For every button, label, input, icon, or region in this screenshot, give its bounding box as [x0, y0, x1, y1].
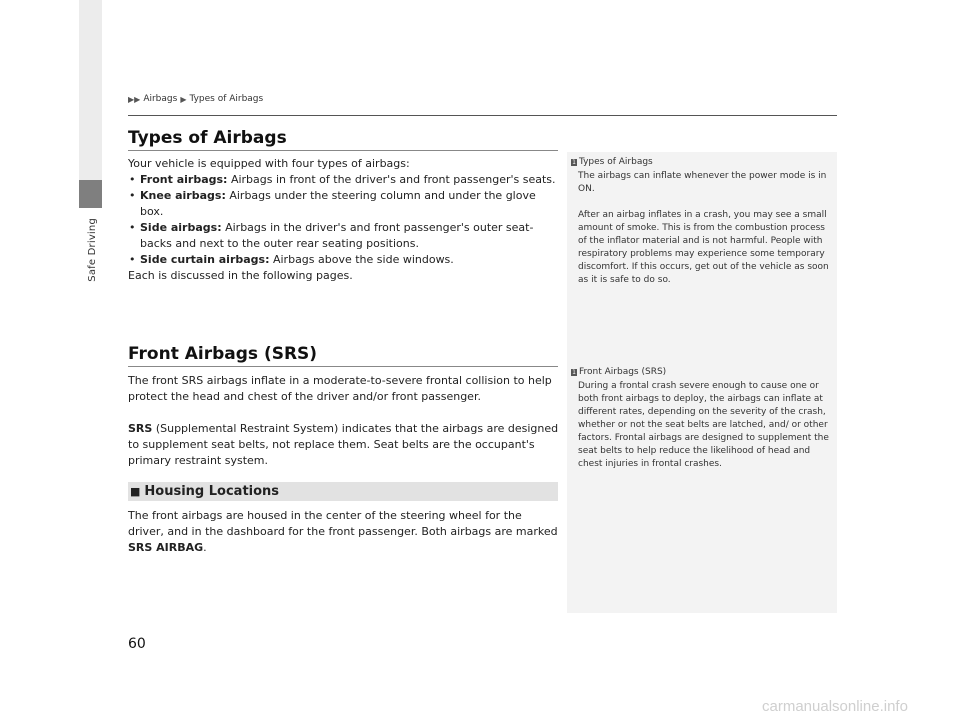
- note-header: [571, 366, 833, 379]
- note-header: [571, 156, 833, 169]
- housing-para: [128, 508, 560, 556]
- side-tab-strip: [79, 0, 102, 180]
- note-title[interactable]: Front Airbags (SRS): [579, 367, 667, 377]
- types-intro: Your vehicle is equipped with four types of airbags:: [128, 157, 410, 170]
- housing-period: .: [203, 541, 207, 554]
- section-title-front-airbags: Front Airbags (SRS): [128, 344, 318, 364]
- housing-body: [128, 508, 560, 556]
- front-airbags-body: [128, 373, 560, 485]
- header-divider: [128, 115, 837, 116]
- list-item: [128, 252, 560, 268]
- note-ref-icon: 1: [572, 159, 576, 166]
- airbag-types-list: [128, 172, 560, 268]
- note-paragraph: During a frontal crash severe enough to cause one or both front airbags to deploy, the airbags can inflate at different rates, depending on the severity of the crash, whether or not the seat belts are latched, and/ or other factors. Frontal airbags are designed to supplement the seat belts to help reduce the likelihood of head and chest injuries in frontal crashes.: [578, 381, 829, 469]
- breadcrumb-item-types[interactable]: Types of Airbags: [189, 94, 264, 104]
- housing-text: The front airbags are housed in the center of the steering wheel for the driver, and in the dashboard for the front passenger. Both airbags are marked: [128, 509, 558, 538]
- subheading-label: Housing Locations: [144, 484, 280, 499]
- note-paragraph: After an airbag inflates in a crash, you may see a small amount of smoke. This is from the combustion process of the inflator material and is not harmful. People with respiratory problems may experience some temporary discomfort. If this occurs, get out of the vehicle as soon as it is safe to do so.: [578, 210, 829, 285]
- side-tab-marker: [79, 180, 102, 208]
- note-front-airbags: [571, 366, 833, 484]
- breadcrumb-arrow-icon: ▶: [180, 94, 187, 104]
- section-divider: [128, 150, 558, 151]
- note-ref-icon: 1: [572, 369, 576, 376]
- side-tab-label: Safe Driving: [87, 218, 98, 282]
- note-types-of-airbags: [571, 156, 833, 300]
- list-item-text: Airbags under the steering column and under the glove box.: [140, 189, 536, 218]
- list-item-text: Airbags above the side windows.: [269, 253, 454, 266]
- subheading-housing-locations: [128, 482, 558, 501]
- note-body: [571, 170, 833, 287]
- section-title-types: Types of Airbags: [128, 128, 287, 148]
- list-item-text: Airbags in front of the driver's and front passenger's seats.: [227, 173, 556, 186]
- list-item-term: Knee airbags:: [140, 189, 226, 202]
- breadcrumb-item-airbags[interactable]: Airbags: [143, 94, 178, 104]
- note-title[interactable]: Types of Airbags: [579, 157, 653, 167]
- srs-airbag-term: SRS AIRBAG: [128, 541, 204, 554]
- srs-definition: (Supplemental Restraint System) indicates that the airbags are designed to supplement seat belts, not replace them. Seat belts are the occupant's primary restraint system.: [128, 422, 559, 467]
- list-item: [128, 188, 560, 220]
- section-divider: [128, 366, 558, 367]
- front-airbags-para1: The front SRS airbags inflate in a moderate-to-severe frontal collision to help protect the head and chest of the driver and/or front passenger.: [128, 374, 552, 403]
- srs-term: SRS: [128, 422, 153, 435]
- breadcrumb-arrow-icon: ▶▶: [128, 94, 141, 104]
- square-bullet-icon: ■: [130, 485, 141, 498]
- list-item-text: Airbags in the driver's and front passenger's outer seat-backs and next to the outer rear seating positions.: [140, 221, 534, 250]
- note-body: [571, 380, 833, 471]
- list-item-term: Side airbags:: [140, 221, 222, 234]
- list-item: [128, 172, 560, 188]
- list-item-term: Front airbags:: [140, 173, 228, 186]
- list-item-term: Side curtain airbags:: [140, 253, 270, 266]
- watermark: carmanualsonline.info: [762, 698, 908, 715]
- page-number: 60: [128, 636, 146, 652]
- types-body: [128, 156, 560, 284]
- breadcrumb: [128, 94, 263, 104]
- front-airbags-para2: [128, 421, 560, 469]
- list-item: [128, 220, 560, 252]
- types-outro: Each is discussed in the following pages.: [128, 269, 353, 282]
- note-paragraph: The airbags can inflate whenever the power mode is in ON.: [578, 171, 827, 194]
